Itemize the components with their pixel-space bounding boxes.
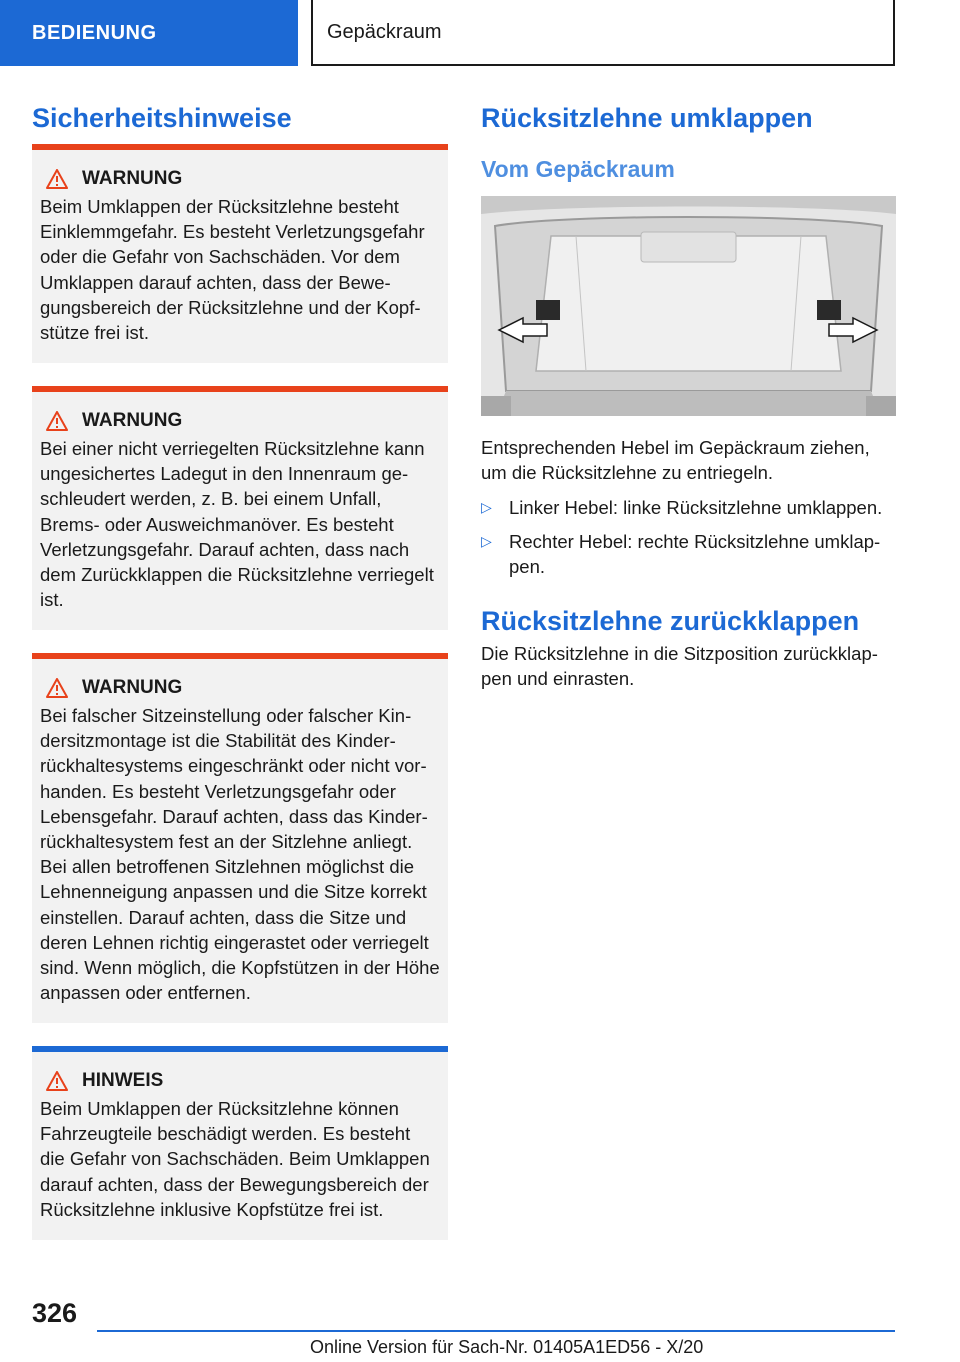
footer-online-version: Online Version für Sach-Nr. 01405A1ED56 - X/20 xyxy=(310,1337,704,1357)
triangle-bullet-icon: ▷ xyxy=(481,532,492,549)
header-chapter-tab xyxy=(311,0,895,66)
page-number: 326 xyxy=(32,1298,78,1328)
fold-back-text: Die Rücksitzlehne in die Sitzposition zurückklappen und einrasten. xyxy=(481,643,878,690)
notice-title xyxy=(40,675,440,701)
warning-box-3 xyxy=(32,653,448,1023)
notice-title xyxy=(40,1068,440,1094)
trunk-photo xyxy=(481,196,896,416)
list-item xyxy=(481,529,896,579)
list-item xyxy=(481,495,896,520)
intro-text: Entsprechenden Hebel im Gepäckraum ziehen, um die Rücksitzlehne zu entriegeln. xyxy=(481,437,870,484)
right-column xyxy=(481,98,896,691)
from-trunk-subheading: Vom Gepäckraum xyxy=(481,156,675,182)
header-section-label: BEDIENUNG xyxy=(32,21,157,44)
header-section-tab xyxy=(0,0,298,66)
notice-text: Beim Umklappen der Rücksitzlehne besteht Einklemmgefahr. Es besteht Verletzungsgefahr oder die Gefahr von Sachschäden. Vor dem Umklappen darauf achten, dass der Bewegungsbereich der Rücksitzlehne und der Kopfstütze frei ist. xyxy=(40,196,425,344)
fold-back-heading: Rücksitzlehne zurückklappen xyxy=(481,606,860,637)
step-text: Rechter Hebel: rechte Rücksitzlehne umklappen. xyxy=(509,530,881,577)
warning-triangle-icon xyxy=(46,678,68,698)
notice-title-text: WARNUNG xyxy=(82,410,183,431)
left-column xyxy=(32,98,448,1220)
warning-triangle-icon xyxy=(46,1071,68,1091)
warning-box-2 xyxy=(32,386,448,630)
fold-heading: Rücksitzlehne umklappen xyxy=(481,103,813,133)
triangle-bullet-icon: ▷ xyxy=(481,499,492,516)
warning-triangle-icon xyxy=(46,411,68,431)
notice-text: Bei einer nicht verriegelten Rücksitzlehne kann ungesichertes Ladegut in den Innenraum geschleudert werden, z. B. bei einem Unfall, Brems- oder Ausweichmanöver. Es besteht Verletzungsgefahr. Darauf achten, dass nach dem Zurückklappen die Rücksitzlehne verriegelt ist. xyxy=(40,438,434,611)
notice-title-text: WARNUNG xyxy=(82,677,183,698)
notice-title xyxy=(40,408,440,434)
notice-title-text: HINWEIS xyxy=(82,1070,164,1091)
hint-box xyxy=(32,1046,448,1240)
warning-box-1 xyxy=(32,144,448,363)
warning-triangle-icon xyxy=(46,169,68,189)
safety-heading: Sicherheitshinweise xyxy=(32,103,292,133)
step-list xyxy=(481,495,896,579)
footer-divider xyxy=(97,1330,895,1332)
notice-text: Bei falscher Sitzeinstellung oder falscher Kindersitzmontage ist die Stabilität des Kinderrückhaltesystems eingeschränkt oder nicht vorhanden. Es besteht Verletzungsgefahr oder Lebensgefahr. Darauf achten, dass das Kinderrückhaltesystem fest an der Sitzlehne anliegt. Bei allen betroffenen Sitzlehnen möglichst die Lehnenneigung anpassen und die Sitze korrekt einstellen. Darauf achten, dass die Sitze und deren Lehnen richtig eingerastet oder verriegelt sind. Wenn möglich, die Kopfstützen in der Höhe anpassen oder entfernen. xyxy=(40,705,440,1004)
header-chapter-label: Gepäckraum xyxy=(327,20,442,43)
notice-text: Beim Umklappen der Rücksitzlehne können Fahrzeugteile beschädigt werden. Es besteht die Gefahr von Sachschäden. Beim Umklappen darauf achten, dass der Bewegungsbereich der Rücksitzlehne inklusive Kopfstütze frei ist. xyxy=(40,1098,430,1220)
step-text: Linker Hebel: linke Rücksitzlehne umklappen. xyxy=(509,497,883,519)
notice-title xyxy=(40,166,440,192)
notice-title-text: WARNUNG xyxy=(82,168,183,189)
